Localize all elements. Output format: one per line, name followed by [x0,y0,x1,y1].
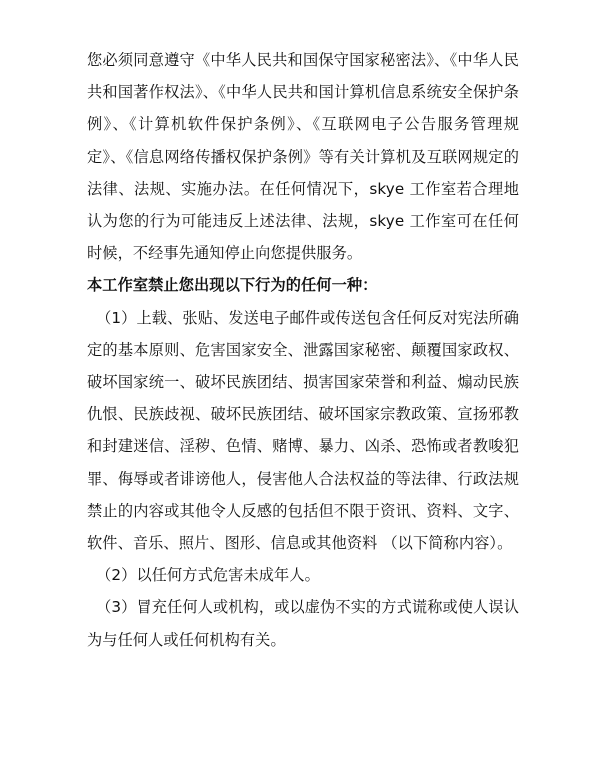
paragraph-item-3: （3）冒充任何人或机构，或以虚伪不实的方式谎称或使人误认为与任何人或任何机构有关。 [87,598,519,649]
paragraph-item-2: （2）以任何方式危害未成年人。 [96,566,320,585]
document-body [87,44,519,656]
paragraph-prohibited-heading: 本工作室禁止您出现以下行为的任何一种： [87,276,378,295]
paragraph-item-1: （1）上载、张贴、发送电子邮件或传送包含任何反对宪法所确定的基本原则、危害国家安全、泄露国家秘密、颠覆国家政权、破坏国家统一、破坏民族团结、损害国家荣誉和利益、煽动民族仇恨、民族歧视、破坏民族团结、破坏国家宗教政策、宣扬邪教和封建迷信、淫秽、色情、赌博、暴力、凶杀、恐怖或者教唆犯罪、侮辱或者诽谤他人，侵害他人合法权益的等法律、行政法规禁止的内容或其他令人反感的包括但不限于资讯、资料、文字、软件、音乐、照片、图形、信息或其他资料 （以下简称内容）。 [87,308,519,553]
paragraph-compliance: 您必须同意遵守《中华人民共和国保守国家秘密法》、《中华人民共和国著作权法》、《中华人民共和国计算机信息系统安全保护条例》、《计算机软件保护条例》、《互联网电子公告服务管理规定》、《信息网络传播权保护条例》等有关计算机及互联网规定的法律、法规、实施办法。在任何情况下，skye 工作室若合理地认为您的行为可能违反上述法律、法规，skye 工作室可在任何时候，不经事先通知停止向您提供服务。 [87,51,519,263]
